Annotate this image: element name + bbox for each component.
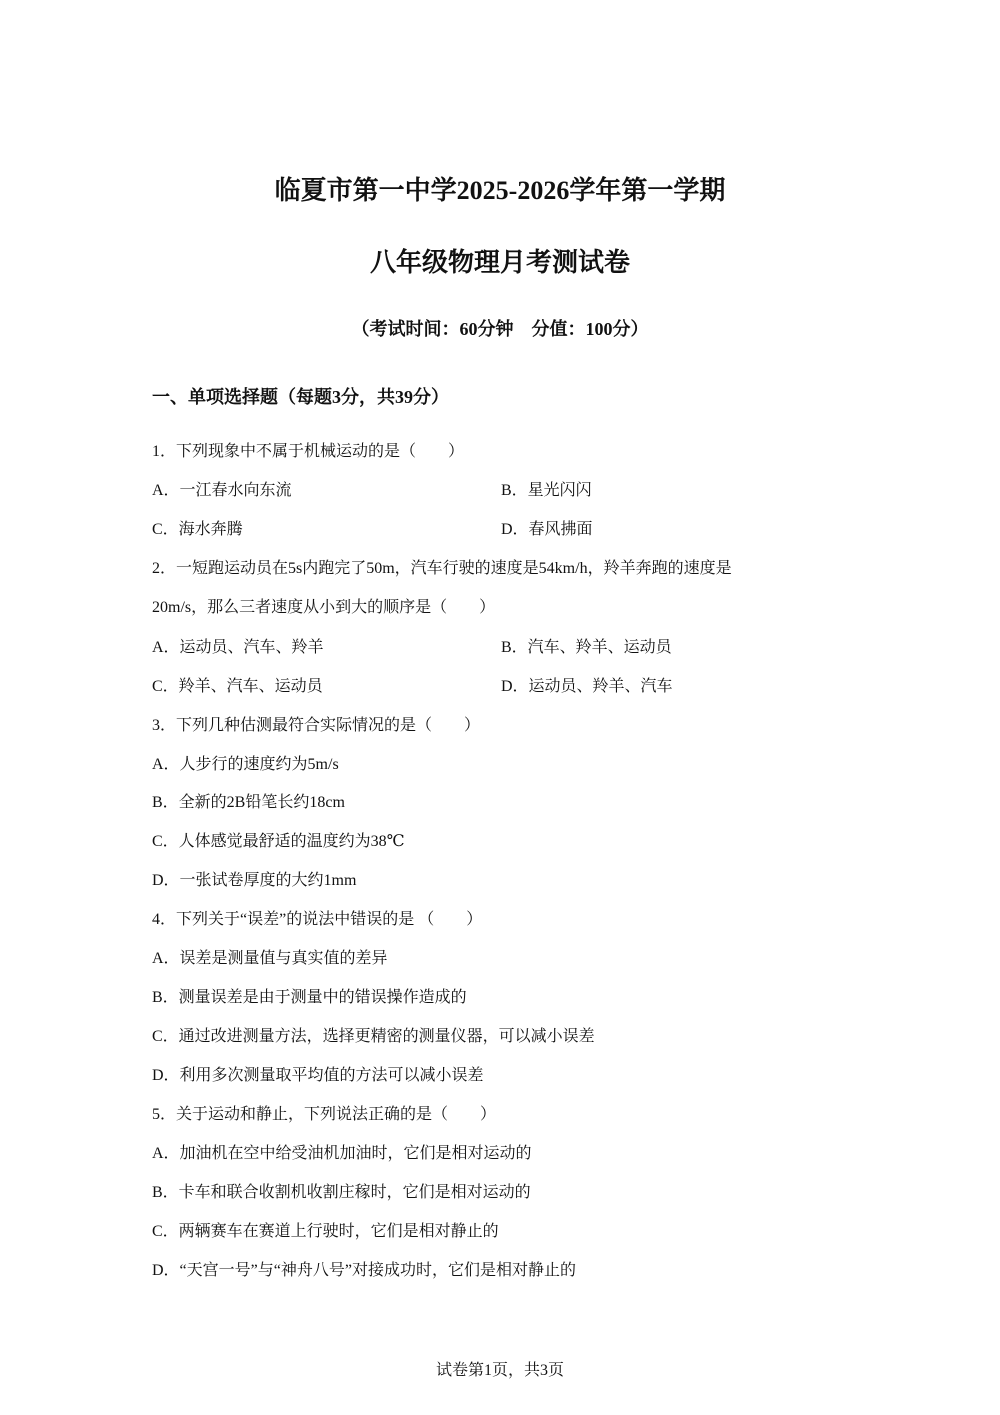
question-4-option-b: B．测量误差是由于测量中的错误操作造成的: [152, 989, 467, 1006]
exam-title-line2: 八年级物理月考测试卷: [369, 248, 630, 277]
question-1-option-c: C．海水奔腾: [152, 521, 243, 538]
question-5-option-b: B．卡车和联合收割机收割庄稼时，它们是相对运动的: [152, 1184, 531, 1201]
question-3-option-b: B．全新的2B铅笔长约18cm: [152, 794, 345, 811]
question-4-option-c: C．通过改进测量方法，选择更精密的测量仪器，可以减小误差: [152, 1028, 595, 1045]
question-2-stem-line2: 20m/s，那么三者速度从小到大的顺序是（ ）: [152, 599, 496, 616]
exam-title-line1: 临夏市第一中学2025-2026学年第一学期: [274, 176, 726, 205]
question-5-stem: 5．关于运动和静止，下列说法正确的是（ ）: [152, 1106, 497, 1123]
question-3-option-c: C．人体感觉最舒适的温度约为38℃: [152, 833, 405, 850]
question-1-option-d: D．春风拂面: [501, 521, 593, 538]
question-5-option-a: A．加油机在空中给受油机加油时，它们是相对运动的: [152, 1145, 532, 1162]
page-footer: 试卷第1页，共3页: [435, 1362, 564, 1379]
question-4-stem: 4．下列关于“误差”的说法中错误的是 （ ）: [152, 911, 483, 928]
question-3-stem: 3．下列几种估测最符合实际情况的是（ ）: [152, 717, 481, 734]
question-2-stem-line1: 2．一短跑运动员在5s内跑完了50m，汽车行驶的速度是54km/h，羚羊奔跑的速度是: [152, 560, 732, 577]
question-4-option-d: D．利用多次测量取平均值的方法可以减小误差: [152, 1067, 484, 1084]
question-2-option-c: C．羚羊、汽车、运动员: [152, 678, 323, 695]
question-1-stem: 1．下列现象中不属于机械运动的是（ ）: [152, 443, 465, 460]
question-2-option-d: D．运动员、羚羊、汽车: [501, 678, 673, 695]
question-5-option-c: C．两辆赛车在赛道上行驶时，它们是相对静止的: [152, 1223, 499, 1240]
question-2-option-a: A．运动员、汽车、羚羊: [152, 639, 324, 656]
question-1-option-a: A．一江春水向东流: [152, 482, 292, 499]
question-5-option-d: D．“天宫一号”与“神舟八号”对接成功时，它们是相对静止的: [152, 1262, 576, 1279]
question-4-option-a: A．误差是测量值与真实值的差异: [152, 950, 388, 967]
question-1-option-b: B．星光闪闪: [501, 482, 592, 499]
section-heading: 一、单项选择题（每题3分，共39分）: [152, 387, 449, 407]
question-3-option-d: D．一张试卷厚度的大约1mm: [152, 872, 357, 889]
question-2-option-b: B．汽车、羚羊、运动员: [501, 639, 672, 656]
exam-info: （考试时间：60分钟 分值：100分）: [351, 319, 649, 339]
question-3-option-a: A．人步行的速度约为5m/s: [152, 756, 339, 773]
